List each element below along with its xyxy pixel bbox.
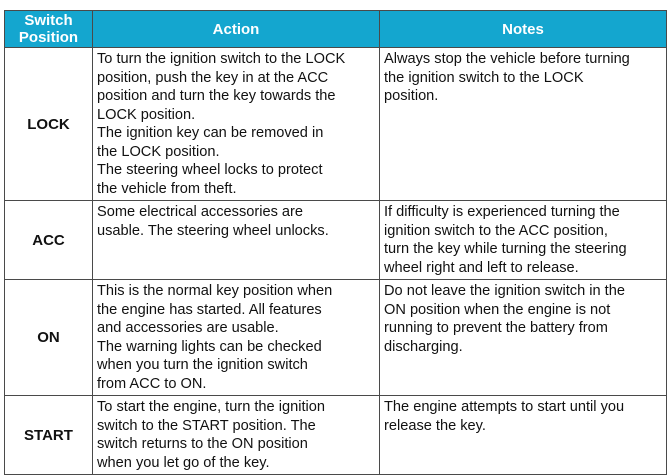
header-position-line2: Position [18, 29, 79, 46]
action-line: the engine has started. All features [97, 301, 322, 318]
notes-cell [380, 396, 667, 475]
notes-line: running to prevent the battery from [384, 320, 608, 336]
action-line: This is the normal key position when [97, 283, 333, 299]
action-cell [93, 396, 380, 475]
notes-line: Do not leave the ignition switch in the [384, 283, 625, 299]
notes-line: Always stop the vehicle before turning [384, 51, 630, 67]
action-line: when you turn the ignition switch [97, 357, 308, 373]
action-line: from ACC to ON. [97, 375, 207, 392]
action-cell [93, 48, 380, 201]
action-line: To start the engine, turn the ignition [97, 399, 325, 415]
action-line: when you let go of the key. [97, 454, 270, 471]
switch-position-cell: LOCK [5, 48, 93, 201]
notes-line: turn the key while turning the steering [384, 241, 627, 257]
header-action: Action [93, 11, 380, 48]
notes-cell [380, 280, 667, 396]
action-line: the vehicle from theft. [97, 180, 237, 197]
action-line: position, push the key in at the ACC [97, 69, 329, 86]
table-header-row [5, 11, 667, 48]
action-line: The ignition key can be removed in [97, 125, 324, 141]
action-line: switch to the START position. The [97, 417, 316, 434]
header-switch-position [5, 11, 93, 48]
header-notes: Notes [380, 11, 667, 48]
table-row [5, 201, 667, 280]
action-line: LOCK position. [97, 106, 196, 123]
table-row [5, 396, 667, 475]
action-line: The steering wheel locks to protect [97, 162, 323, 178]
notes-cell [380, 48, 667, 201]
notes-line: The engine attempts to start until you [384, 399, 625, 415]
switch-position-cell: START [5, 396, 93, 475]
action-line: The warning lights can be checked [97, 338, 322, 355]
action-line: Some electrical accessories are [97, 204, 304, 220]
table-body [5, 48, 667, 475]
switch-position-cell: ACC [5, 201, 93, 280]
notes-line: ON position when the engine is not [384, 301, 611, 318]
action-line: switch returns to the ON position [97, 436, 308, 452]
notes-line: discharging. [384, 338, 463, 355]
action-line: and accessories are usable. [97, 320, 279, 336]
notes-line: wheel right and left to release. [384, 259, 579, 276]
action-cell [93, 201, 380, 280]
ignition-switch-table [4, 10, 667, 475]
action-line: the LOCK position. [97, 143, 220, 160]
notes-line: If difficulty is experienced turning the [384, 204, 620, 220]
switch-position-cell: ON [5, 280, 93, 396]
notes-line: ignition switch to the ACC position, [384, 222, 608, 239]
action-line: To turn the ignition switch to the LOCK [97, 51, 346, 67]
action-cell [93, 280, 380, 396]
notes-cell [380, 201, 667, 280]
header-position-line1: Switch [24, 12, 73, 29]
notes-line: the ignition switch to the LOCK [384, 69, 584, 86]
table-row [5, 48, 667, 201]
table-row [5, 280, 667, 396]
notes-line: position. [384, 88, 439, 104]
action-line: position and turn the key towards the [97, 88, 336, 104]
notes-line: release the key. [384, 417, 486, 434]
action-line: usable. The steering wheel unlocks. [97, 222, 329, 239]
